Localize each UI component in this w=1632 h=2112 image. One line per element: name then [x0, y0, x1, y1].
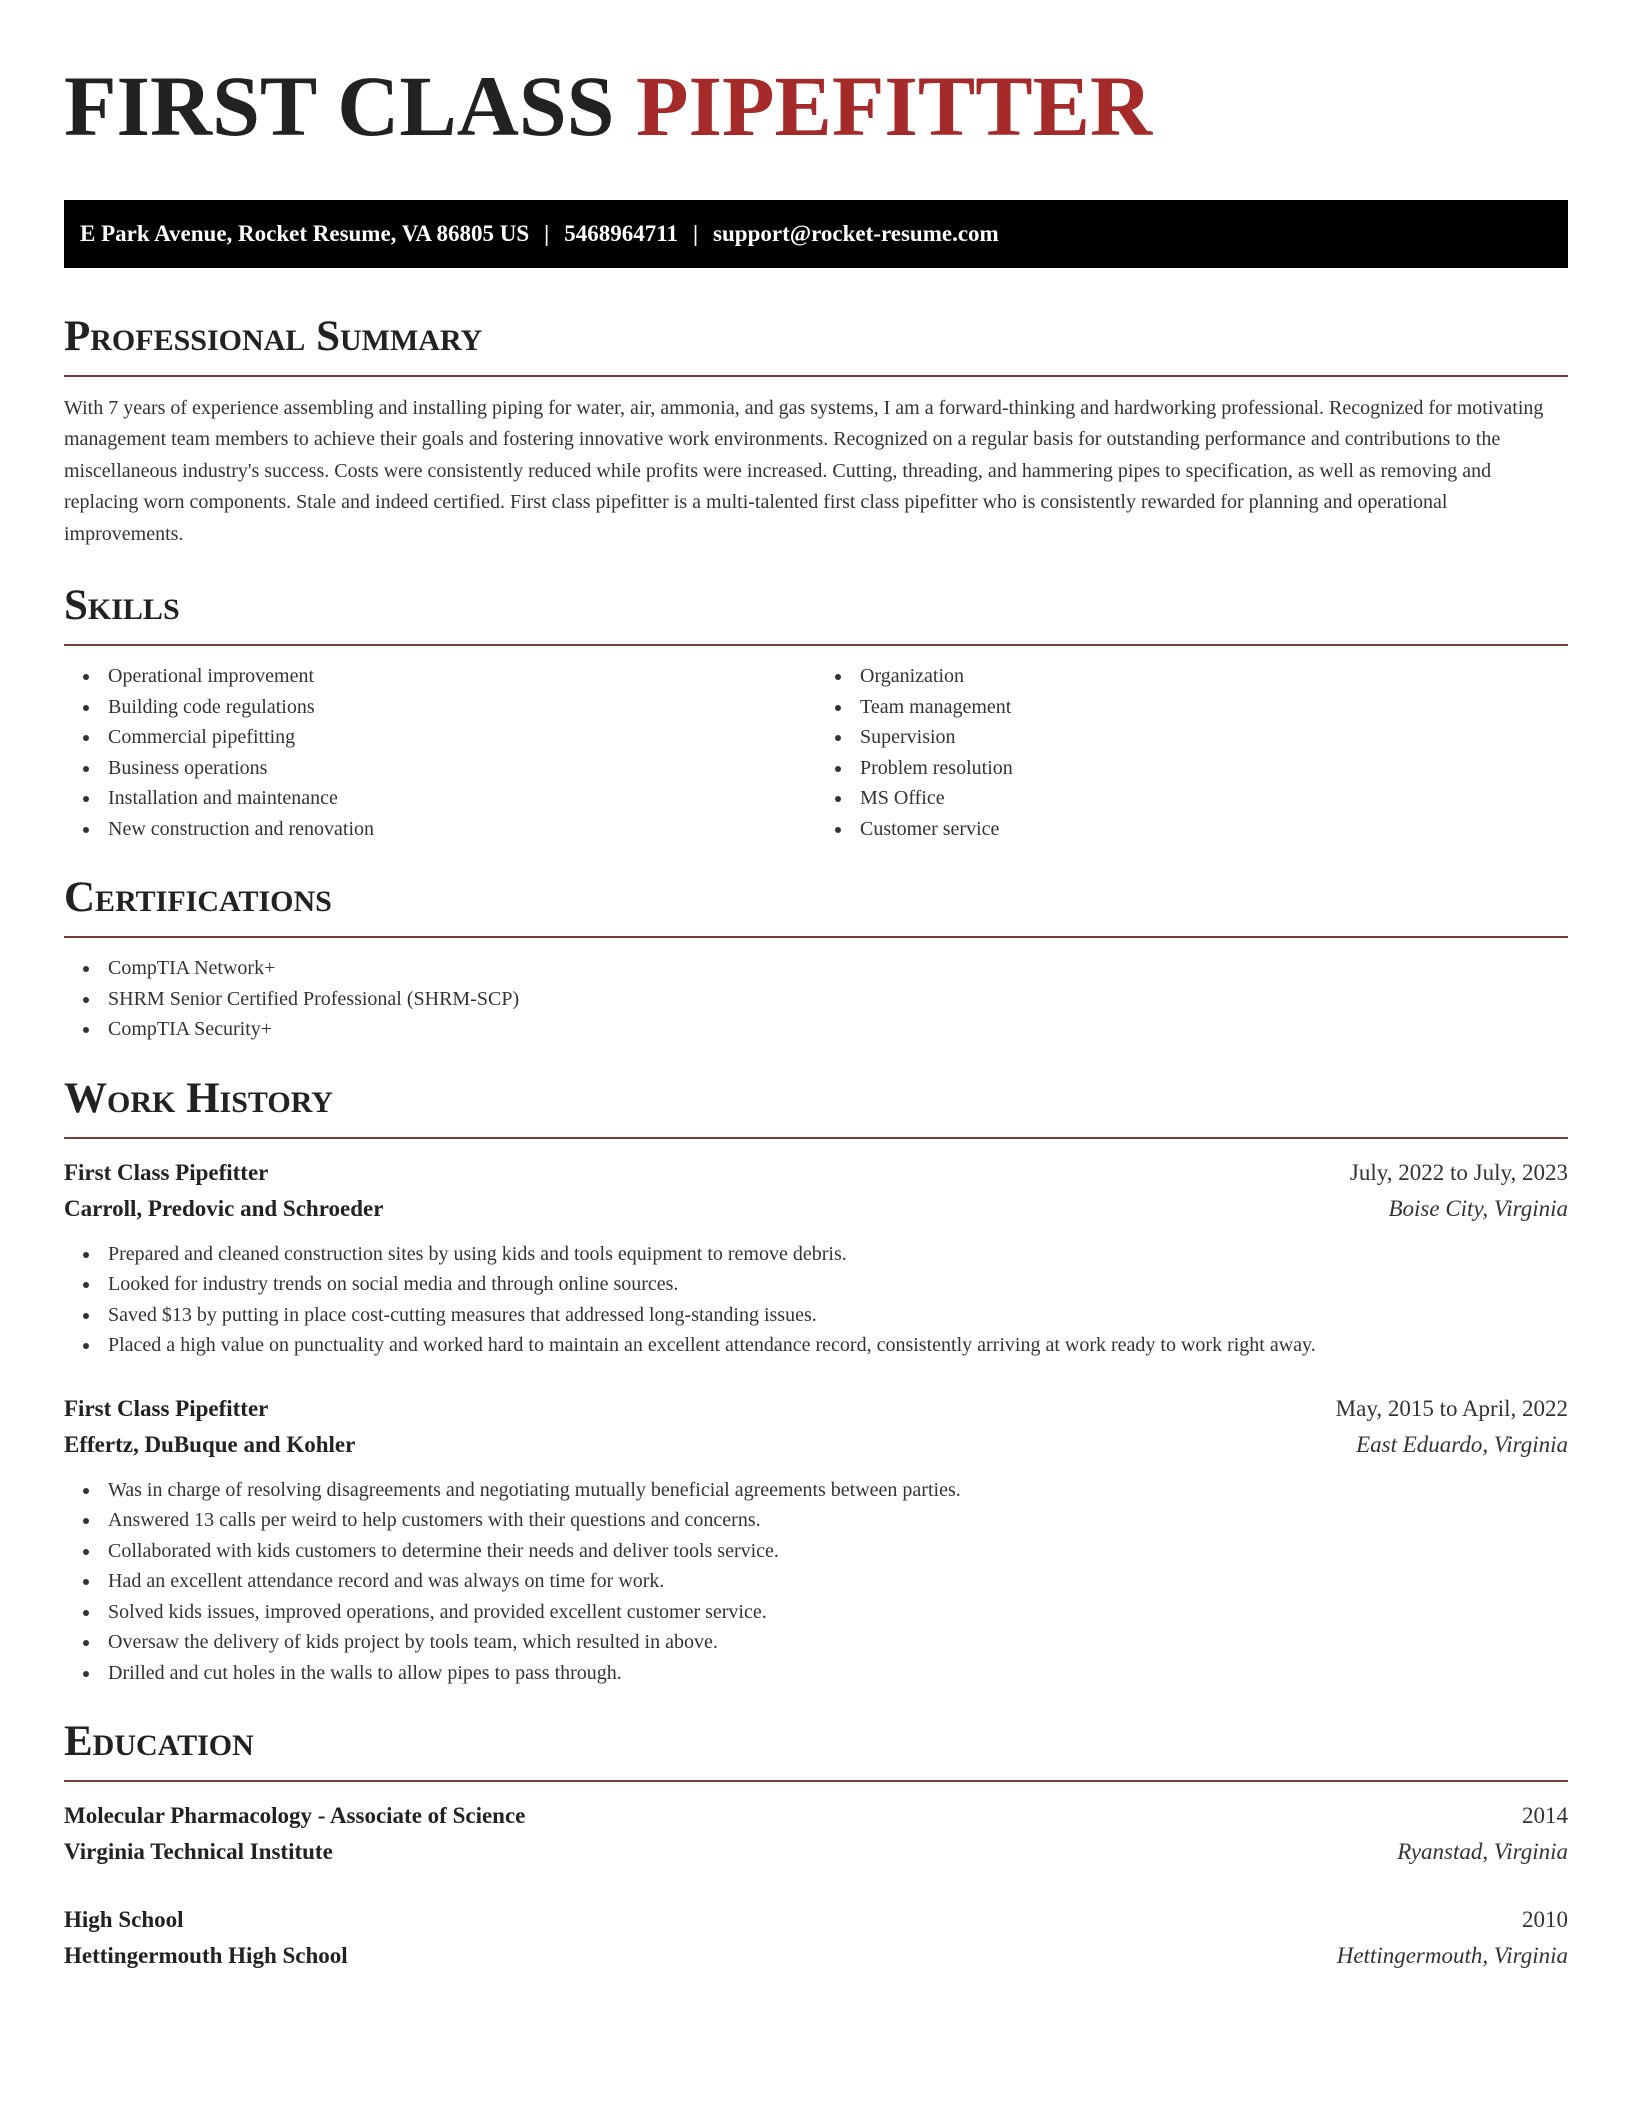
- job-entry: [64, 1391, 1568, 1689]
- job-duty: Collaborated with kids customers to determine their needs and deliver tools service.: [64, 1536, 1568, 1567]
- job-company: Effertz, DuBuque and Kohler: [64, 1431, 356, 1457]
- contact-separator: |: [544, 221, 550, 246]
- job-entry: [64, 1155, 1568, 1361]
- education-school: Virginia Technical Institute: [64, 1839, 333, 1865]
- education-degree-row: [64, 1798, 1568, 1834]
- job-duty: Answered 13 calls per weird to help customers with their questions and concerns.: [64, 1505, 1568, 1536]
- title-accent: PIPEFITTER: [635, 58, 1153, 154]
- skill-item: Customer service: [816, 814, 1568, 845]
- education-degree: High School: [64, 1907, 184, 1933]
- contact-email[interactable]: support@rocket-resume.com: [713, 221, 999, 246]
- education-degree-row: [64, 1902, 1568, 1938]
- section-divider: [64, 936, 1568, 938]
- job-company-row: [64, 1427, 1568, 1463]
- contact-phone[interactable]: 5468964711: [564, 221, 678, 246]
- education-school-row: [64, 1938, 1568, 1974]
- job-duties-list: [64, 1475, 1568, 1689]
- skill-item: Organization: [816, 661, 1568, 692]
- summary-section: [64, 315, 1568, 550]
- education-school-row: [64, 1834, 1568, 1870]
- job-header-row: [64, 1155, 1568, 1191]
- skill-item: Supervision: [816, 722, 1568, 753]
- skills-list-right: [816, 661, 1568, 844]
- education-location: Ryanstad, Virginia: [1397, 1839, 1568, 1865]
- certifications-list: [64, 953, 1568, 1045]
- certifications-section: [64, 876, 1568, 1045]
- education-school: Hettingermouth High School: [64, 1943, 348, 1969]
- job-duty: Had an excellent attendance record and was always on time for work.: [64, 1566, 1568, 1597]
- section-heading-education: Education: [64, 1718, 254, 1766]
- contact-address: E Park Avenue, Rocket Resume, VA 86805 US: [80, 221, 530, 246]
- contact-separator: |: [692, 221, 699, 246]
- summary-text: With 7 years of experience assembling and installing piping for water, air, ammonia, and gas systems, I am a forward-thinking and hardworking professional. Recognized for motivating management team members to achieve their goals and fostering innovative work environments. Recognized on a regular basis for outstanding performance and contributions to the miscellaneous industry's success. Costs were consistently reduced while profits were increased. Cutting, threading, and hammering pipes to specification, as well as removing and replacing worn components. Stale and indeed certified. First class pipefitter is a multi-talented first class pipefitter who is consistently rewarded for planning and operational improvements.: [64, 397, 1544, 545]
- certification-item: CompTIA Network+: [64, 953, 1568, 984]
- education-entry: [64, 1902, 1568, 1974]
- job-duties-list: [64, 1239, 1568, 1361]
- education-degree: Molecular Pharmacology - Associate of Science: [64, 1803, 526, 1829]
- section-divider: [64, 1137, 1568, 1139]
- job-duty: Solved kids issues, improved operations, and provided excellent customer service.: [64, 1597, 1568, 1628]
- skill-item: New construction and renovation: [64, 814, 816, 845]
- skill-item: Business operations: [64, 753, 816, 784]
- resume-title: [64, 56, 1568, 158]
- education-entry: [64, 1798, 1568, 1870]
- education-year: 2010: [1522, 1907, 1568, 1933]
- job-location: East Eduardo, Virginia: [1356, 1431, 1568, 1457]
- job-title: First Class Pipefitter: [64, 1159, 269, 1185]
- job-dates: July, 2022 to July, 2023: [1349, 1159, 1568, 1185]
- education-location: Hettingermouth, Virginia: [1336, 1943, 1568, 1969]
- section-divider: [64, 644, 1568, 646]
- job-header-row: [64, 1391, 1568, 1427]
- education-year: 2014: [1522, 1803, 1568, 1829]
- section-heading-summary: Professional Summary: [64, 313, 483, 360]
- skill-item: MS Office: [816, 783, 1568, 814]
- section-divider: [64, 375, 1568, 377]
- contact-bar: [64, 200, 1568, 268]
- skills-columns: [64, 661, 1568, 844]
- job-title: First Class Pipefitter: [64, 1395, 269, 1421]
- skill-item: Operational improvement: [64, 661, 816, 692]
- skills-section: [64, 584, 1568, 844]
- skill-item: Team management: [816, 692, 1568, 723]
- certification-item: SHRM Senior Certified Professional (SHRM-SCP): [64, 984, 1568, 1015]
- job-duty: Oversaw the delivery of kids project by tools team, which resulted in above.: [64, 1627, 1568, 1658]
- work-history-section: [64, 1074, 1568, 1689]
- job-duty: Prepared and cleaned construction sites by using kids and tools equipment to remove debris.: [64, 1239, 1568, 1270]
- skill-item: Installation and maintenance: [64, 783, 816, 814]
- section-divider: [64, 1780, 1568, 1782]
- section-heading-skills: Skills: [64, 582, 180, 630]
- job-duty: Drilled and cut holes in the walls to allow pipes to pass through.: [64, 1658, 1568, 1689]
- job-duty: Saved $13 by putting in place cost-cutting measures that addressed long-standing issues.: [64, 1300, 1568, 1331]
- skill-item: Commercial pipefitting: [64, 722, 816, 753]
- title-main: FIRST CLASS: [64, 58, 615, 154]
- job-company: Carroll, Predovic and Schroeder: [64, 1195, 384, 1221]
- job-dates: May, 2015 to April, 2022: [1335, 1395, 1568, 1421]
- education-section: [64, 1720, 1568, 1974]
- skill-item: Building code regulations: [64, 692, 816, 723]
- job-duty: Looked for industry trends on social media and through online sources.: [64, 1269, 1568, 1300]
- skill-item: Problem resolution: [816, 753, 1568, 784]
- job-duty: Placed a high value on punctuality and worked hard to maintain an excellent attendance record, consistently arriving at work ready to work right away.: [64, 1330, 1568, 1361]
- certification-item: CompTIA Security+: [64, 1014, 1568, 1045]
- section-heading-certifications: Certifications: [64, 874, 332, 922]
- job-company-row: [64, 1191, 1568, 1227]
- job-duty: Was in charge of resolving disagreements and negotiating mutually beneficial agreements between parties.: [64, 1475, 1568, 1506]
- job-location: Boise City, Virginia: [1388, 1195, 1568, 1221]
- skills-list-left: [64, 661, 816, 844]
- section-heading-work-history: Work History: [64, 1074, 333, 1122]
